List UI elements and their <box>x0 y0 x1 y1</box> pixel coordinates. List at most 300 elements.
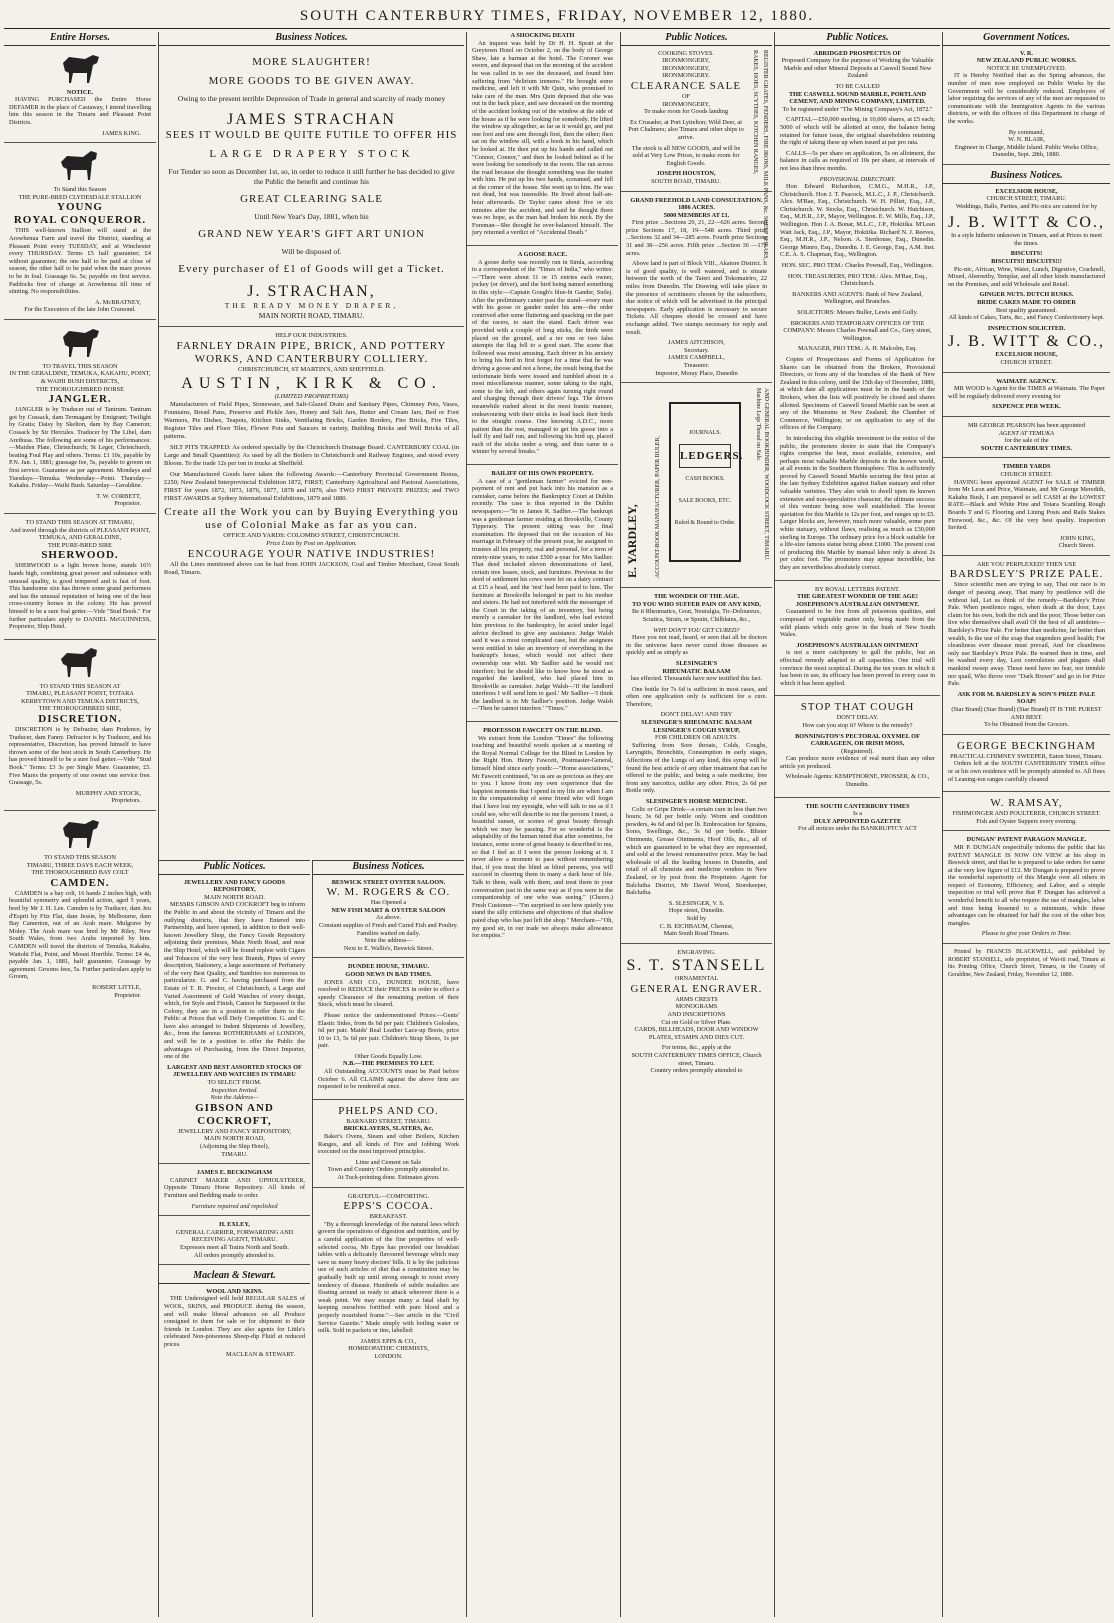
ad-text: DISCRETION is by Defractor, dam Prudence, by Traducer, dam Fanny. Defractor is by Traducer, and his representative, Discretion, has proved himself to have thrown some of the best stock in South Canterbury. He has proved himself to be a sure foal getter.—Vide "Stud Book." Terms: £3 3s per Single Mare. Guarantee, £5. Five Mares the property of one owner one service free. Grassage, 5s. <box>9 726 151 787</box>
ad-headline: ENCOURAGE YOUR NATIVE INDUSTRIES! <box>187 547 436 560</box>
ad-text: Weddings, Balls, Parties, and Pic-nics are catered for by <box>955 202 1098 210</box>
ad-headline: BONNINGTON'S PECTORAL OXYMEL OF CARRAGEEN, OR IRISH MOSS, <box>795 732 920 748</box>
ad-headline: 5000 MEMBERS AT £1. <box>663 211 730 219</box>
ad-address: TIMARU. <box>221 1150 248 1158</box>
ad-subtitle: ARE YOU PERPLEXED? THEN USE <box>976 560 1077 568</box>
ad-text: For terms, &c., apply at the <box>661 1044 732 1052</box>
ad-title: GRAND FREEHOLD LAND CONSULTATION. <box>630 196 763 204</box>
article-goose-race <box>467 251 618 465</box>
ad-text: BROKERS AND TEMPORARY OFFICES OF THE COMPANY: Messrs Charles Pownall and Co., Grey street, Wellington. <box>783 319 932 342</box>
ad-headline: LARGE DRAPERY STOCK <box>209 147 414 160</box>
ad-subtitle: IN THE GERALDINE, TEMUKA, KAKAHU, POINT, & WAIHI BUSH DISTRICTS, <box>9 370 151 386</box>
ad-signature: MACLEAN & STEWART. <box>226 1351 295 1359</box>
ad-address: CHURCH STREET, TIMARU. <box>986 195 1067 203</box>
ad-subtitle: PRACTICAL CHIMNEY SWEEPER, Eaton Street, Timaru. <box>950 752 1103 760</box>
ad-text: MR WOOD is Agent for the TIMES at Waimate. The Paper will be regularly delivered every evening for <box>948 385 1105 400</box>
ad-address: MAIN NORTH ROAD, TIMARU. <box>258 310 365 320</box>
ad-text: SILT PITS TRAPPED: As ordered specially by the Christchurch Drainage Board. CANTERBURY COAL (in Large and Small Quantities): As used by all the Boilers in Christchurch and Railway Engines, and stood every Bloom. To the trade 12s per ton in trucks at Sheffield. <box>164 443 459 467</box>
ad-text: Town and Country Orders promptly attended to. <box>327 1166 450 1174</box>
section-head: Business Notices. <box>159 32 464 46</box>
ad-address: LONDON. <box>374 1352 403 1360</box>
ad-epps-cocoa <box>313 1193 464 1366</box>
ad-address: Church Street. <box>1058 542 1095 550</box>
ad-signature: A. McBRATNEY, <box>95 298 141 306</box>
ad-subtitle: TO STAND THIS SEASON AT TIMARU, <box>25 518 135 526</box>
ad-subtitle: TO STAND THIS SEASON AT <box>39 682 121 690</box>
ad-title: H. EXLEY, <box>219 1221 250 1229</box>
ad-headline: JOSEPHSON'S AUSTRALIAN OINTMENT <box>796 641 919 649</box>
ad-title: JAMES STRACHAN <box>227 110 396 128</box>
ad-headline: NEW FISH MART & OYSTER SALOON <box>331 906 446 914</box>
ad-text: Expresses meet all Trains North and South. <box>180 1243 289 1251</box>
article-text: An inquest was held by Dr H. H. Spratt at the Greytown Hotel on October 2, on the body of George Shaw, late a barman at the hotel. The Coroner was sworn, and deposed that on the morning of the accident he was called in to see the deceased, and found him suffering from "delirium tremens." He brought some medicine, and left it with Mr Quin, who promised to take care of the man. Mrs Quin deposed that she was out in the back place, and saw deceased on the morning of the accident looking out of the window at the side of the house as if he were looking for somebody. He lifted the window up altogether, as far as it would go, and put one foot and one arm through first, then the other; then sat on the window sill, with a book in his hand, which he looked at. He then put up his hands and called out "Connor, Connor," and then he looked behind as if he were looking for somebody in the room. She ran across the road because she thought something was the matter with him. He put up his two hands, screamed, and fell at the corner of the house. She went up to him. He was not dead, but was insensible. He lived about half-an-hour afterwards. Dr Taylor came about five or six minutes after the accident, and said he thought there was no hope, as the man had broken his neck. By the Foreman—She thought he over-balanced himself. The jury returned a verdict of "Accidental Death." <box>472 39 613 237</box>
ad-exley <box>159 1221 310 1265</box>
ad-title: THE WONDER OF THE AGE. <box>653 593 740 601</box>
ad-signature: JOSEPH HOUSTON, <box>656 170 716 178</box>
ad-headline: GREAT CLEARING SALE <box>240 192 383 205</box>
ad-subtitle: THE PURE-BRED SIRE <box>47 541 113 549</box>
ad-witt <box>943 188 1110 373</box>
ad-text: Colic or Gripe Drink—a certain cure in less than two hours; 3s 6d per bottle only. Worm and condition powders, 4s 6d and 6d per lb. Embrocation for Sprains, Sores, Swellings, &c., 3s 6d per bottle. Blister Ointments, Grease Ointments, Hoof Oils, &c., all of which are guaranteed to be what they are represented, and sold at the lowest remunerative price. May be had wholesale of all the leading houses in Dunedin, and retail of all chemists and medicine vendors in New Zealand, or by post from the Proprietor. Agent for Balclutha District, Mr David Wood, Storekeeper, Balclutha. <box>626 805 767 897</box>
ad-title: J. STRACHAN, <box>247 282 376 300</box>
ad-subtitle: HELP OUR INDUSTRIES. <box>275 331 348 339</box>
ad-signature-note: Proprietor. <box>114 991 141 999</box>
ad-signature-note: Engineer in Charge, Middle Island. Public Works Office, Dunedin, Sept. 28th, 1880. <box>954 143 1099 159</box>
ad-signature-note: Secretary. <box>684 346 709 354</box>
ad-text: Can produce more evidence of real merit than any other article yet produced. <box>780 755 935 770</box>
column-entire-horses <box>4 32 156 1617</box>
ad-text: IT is Hereby Notified that as the Spring advances, the number of men now employed on Public Works by the Government will be considerably reduced. Employers of labor requiring the services of any of the men are requested to communicate with the Immigration Agents in the various districts, or with the officers of this Department in charge of the works. <box>948 72 1105 125</box>
ad-rogers <box>313 879 464 959</box>
ad-signature-note: Proprietors. <box>111 797 141 805</box>
ad-address: SOUTH ROAD, TIMARU. <box>651 177 721 185</box>
ad-address: MAIN NORTH ROAD. <box>204 893 265 901</box>
ad-signature: JAMES AITCHISON, <box>668 339 725 347</box>
ad-title: DUNGAN' PATENT PARAGON MANGLE. <box>966 836 1087 844</box>
ad-title: W. RAMSAY, <box>990 797 1063 810</box>
ad-headline: Create all the Work you can by Buying Everything you use of Colonial Make as far as you can. <box>164 505 459 531</box>
ad-slesinger <box>621 593 772 944</box>
masthead: SOUTH CANTERBURY TIMES, FRIDAY, NOVEMBER 12, 1880. <box>299 8 815 24</box>
ad-pearson <box>943 422 1110 458</box>
column-government-notices <box>942 32 1110 1617</box>
ad-headline: LARGEST AND BEST ASSORTED STOCKS OF JEWELLERY AND WATCHES IN TIMARU <box>167 1063 302 1079</box>
ad-title: GIBSON AND COCKROFT, <box>195 1101 274 1127</box>
ad-title: EPPS'S COCOA. <box>343 1200 434 1213</box>
ad-text: MANAGER, PRO TEM.: A. H. Malcolm, Esq. <box>798 345 917 353</box>
article-text: We extract from the London "Times" the following touching and beautiful words spoken at a meeting of the Royal Normal College for the Blind in London by the Right Hon. Henry Fawcett, Postmaster-General, himself blind since early youth:—"Home associations," Mr Fawcett continued, "to us are as precious as they are to you. I know from my own experience that the happiest moments that I spend in my life are when I am in the companionship of some friend who will forget that I have lost my eyesight, who will talk to me as if I could see, who will describe to me the persons I meet, a beautiful sunset, or scenes of great beauty through which we may be passing. For so wonderful is the adaptability of the human mind that after sometime, for instance, some scene of great beauty is described to me, so that I feel as if I were the person looking at it. I never allow a moment to pass without remembering that, if you treat the blind as blind persons, you will succeed in cheering them in many a dark hour of life. Talk to them, walk with them, and treat them in your conversation just in the same way as if you were in the companionship of one who was seeing." (Cheers.) Fresh Customer—"I'm surprised to see how quietly you stand the silly criticisms and objections of that shallow pated chap who has just left the shop." Merchant—"Oh, my good sir, in our trade we always make allowance for empties." <box>472 734 613 940</box>
ledger-label: CASH BOOKS. <box>685 476 725 483</box>
horse-icon <box>55 148 105 182</box>
ledger-label: SALE BOOKS, ETC. <box>678 498 732 505</box>
ad-text: Lime and Cement on Sale <box>355 1158 422 1166</box>
ad-text: All Outstanding ACCOUNTS must be Paid before October 6. All CLAIMS against the above firm are requested to be rendered at once. <box>318 1068 459 1091</box>
article-title: A SHOCKING DEATH <box>510 32 575 39</box>
ad-signature-note: Proprietor. <box>114 500 141 508</box>
ad-headline: Every purchaser of £1 of Goods will get a Ticket. <box>178 262 445 275</box>
section-head: Public Notices. <box>775 32 940 46</box>
ad-headline: IRONMONGERY, <box>662 57 710 65</box>
ad-text: The stock is all NEW GOODS, and will be sold at Very Low Prices, to make room for English Goods. <box>631 144 741 167</box>
ad-text: At Tuck-pointing done. Estimates given. <box>337 1174 440 1181</box>
ad-title: NOTICE. <box>66 88 94 96</box>
ad-austin-kirk <box>159 332 464 585</box>
ad-text: Guaranteed to be free from all poisonous qualities, and composed of vegetable matter only, being made from the wild plants which only grow in the bush of New South Wales. <box>780 608 935 639</box>
ad-headline: SLESINGER'S HORSE MEDICINE. <box>646 798 747 805</box>
ad-text: CAMDEN is a bay colt, 16 hands 2 inches high, with beautiful symmetry and splendid action, aged 5 years, bred by Mr J. H. Lee. Camden is by Traducer, dam Jeu d'Esprit by Fitz Flat, dam Jessie, by Melbourne, dam Bay Camerton, out of an Arab mare. Mulgrave by Moley. The Arab mare was bred by Mr Riley, New South Wales, from two Arabs imported by him. CAMDEN will travel the districts of Temuka, Kakahu, Waitohi Flat, Point, and Mount Horrible. Terms: £4 4s, payable Jan. 1, 1881, half guarantee. Grassage by agreement. Grooms fees, 5s. Further particulars apply to Groom, <box>9 889 151 981</box>
ad-address: Main South Road Timaru. <box>663 930 730 938</box>
ad-address: SOUTH CANTERBURY TIMES OFFICE, Church street, Timaru. <box>631 1052 762 1067</box>
ad-text: Ex Crusader, at Port Lyttelton; Wild Deer, at Port Chalmers; also Timaru and other ships to arrive. <box>628 118 744 141</box>
ad-subtitle: BRICKLAYERS, SLATERS, &c. <box>343 1125 434 1133</box>
ad-text: Hon Edward Richardson, C.M.G., M.H.R., J.P., Christchurch. Hon J. T. Peacock, M.L.C., J. P., Christchurch. Alex. M'Rae, Esq., Christchurch. W. H. Pilliet, Esq., J.P., Christchurch. W. Stocks, Esq., Christchurch. W. Hutchison, Esq., M.H.R., J.P., Mayor, Wellington. E. W. Mills, Esq., J.P., Wellington. Hon J. A. Bonar, M.L.C., J.P., Hokitika. M'Lean Watt Jack, Esq., J.P., Mayor, Hokitika. Richard N. J. Reeves, Esq., M.H.R., J.P., Nelson. A. Stenhouse, Esq., Dunedin. George Munro, Esq., Dunedin. J. E. George, Esq., A.M. Inst. C.E. A. S. Chapman, Esq., Wellington. <box>780 183 935 259</box>
ad-text: AND INSCRIPTIONS <box>667 1011 726 1019</box>
ad-text: (Star Brand) (Star Brand) (Star Brand) IT IS THE PUREST AND BEST. <box>951 705 1102 721</box>
ad-subtitle: THE THOROUGHBRED BAY COLT <box>31 869 129 877</box>
ad-title: ABRIDGED PROSPECTUS OF <box>813 49 902 57</box>
ad-timber-yards <box>943 463 1110 556</box>
ad-address: Next to E. Wallis's, Beswick Street. <box>343 944 434 952</box>
ad-text: By command, <box>1008 128 1045 136</box>
ad-headline: S. T. STANSELL <box>626 957 767 975</box>
ad-text: Orders left at the SOUTH CANTERBURY TIMES office or at his own residence will be promptly attended to. All fines of Leaning-ton ranges carefully cleaned <box>948 760 1105 783</box>
ad-address: OFFICE AND YARDS: COLOMBO STREET, CHRISTCHURCH. <box>223 531 400 539</box>
ad-title: THE SOUTH CANTERBURY TIMES <box>805 802 910 810</box>
ad-subtitle: JEWELLERY AND FANCY REPOSITORY, <box>177 1127 292 1135</box>
ad-text: Owing to the present terrible Depression of Trade in general and scarcity of ready money <box>177 93 446 103</box>
imprint <box>943 949 1110 987</box>
ad-headline: LESINGER'S COUGH SYRUP, <box>653 726 740 734</box>
ad-public-works <box>943 50 1110 165</box>
section-head: Public Notices. <box>621 32 772 46</box>
ad-text: As above. <box>375 914 402 922</box>
ad-camden <box>4 816 156 1004</box>
ad-subtitle: FOR CHILDREN OR ADULTS. <box>654 734 739 742</box>
ad-text: Wholesale Agents: KEMPTHORNE, PROSSER, & CO., Dunedin. <box>785 773 930 789</box>
ad-headline: NOTICE RE UNEMPLOYED. <box>986 64 1067 72</box>
ad-title: EXCELSIOR HOUSE, <box>995 187 1058 195</box>
ad-text: HAVING been appointed AGENT for SALE of TIMBER from Mr Leon and Price, Waimate, and Mr George Meredith, Kakahu Bush, I am prepared to sell CASH at the LOWEST RATE—Black and White Pine and Totara Scantling Rough Boards T and G Flooring and Lining Posts and Rails Stakes Firewood, &c., &c. Of the very best quality. Inspection Invited. <box>948 478 1105 532</box>
ad-title: JANGLER. <box>48 393 112 406</box>
ad-text: BANKERS AND AGENTS: Bank of New Zealand, Wellington, and Branches. <box>792 290 923 306</box>
ad-text: Copies of Prospectuses and Forms of Application for Shares can be obtained from the Brokers, Provisional Directors, or from any of the branches of the Bank of New Zealand in this colony, until the 15th day of December, 1880, at which date all applications must be in the hands of the Brokers, when the lists will positively be closed and shares allotted. Specimens of Caswell Sound Marble can be seen at any of the Museums in New Zealand; the Chamber of Commerce, Wellington; or on application to any of the officers of the Company. <box>780 355 935 432</box>
ad-notice-king <box>4 51 156 144</box>
ad-title: WOOL AND SKINS. <box>206 1287 263 1295</box>
ad-headline: J. B. WITT & CO., <box>948 214 1105 232</box>
ad-text: For Tender so soon as December 1st, so, in order to reduce it still further he has decided to give the Public the benefit and continue his <box>168 166 455 186</box>
ad-subtitle: ORNAMENTAL <box>674 975 719 983</box>
horse-icon <box>55 816 105 850</box>
ad-text: Above land is part of Block VIII., Akatore District. It is of good quality, is well watered, and is situate between the north of the Taieri and Tokomairiro, 22 miles from Dunedin. The Drawing will take place in the presence of scrutineers chosen by the subscribers, due notice of which will be advertised in the principal newspapers. Early application is necessary to secure Tickets. All cheques should be crossed and have exchange added. Two stamps necessary for reply and result. <box>626 260 767 336</box>
ad-headline: BISCUITS! <box>1010 250 1043 258</box>
ad-text: CABINET MAKER AND UPHOLSTERER, Opposite Timaru Horse Repository. All kinds of Furniture and Bedding made to order. <box>164 1176 305 1199</box>
ad-signature: ROBERT LITTLE, <box>92 983 141 991</box>
ad-dungan <box>943 836 1110 944</box>
section-head: Entire Horses. <box>4 32 156 46</box>
column-public-notices-b <box>620 32 772 1617</box>
ad-headline: THE GREATEST WONDER OF THE AGE! <box>797 593 918 601</box>
ad-ramsay <box>943 797 1110 831</box>
ad-title: AUSTIN, KIRK & CO. <box>181 374 442 392</box>
ad-text: Pic-nic, African, Wine, Water, Lunch, Digestive, Cracknell, Mixed, Abernethy, Templar, and all other kinds manufactured on the Premises, and sold Wholesale and Retail. <box>948 265 1105 288</box>
ad-text: CARDS, BILLHEADS, DOOR AND WINDOW PLATES, STAMPS AND DIES CUT. <box>634 1026 759 1041</box>
ad-signature: JOHN KING, <box>1060 534 1095 542</box>
ad-headline: TO YOU WHO SUFFER PAIN OF ANY KIND, <box>632 600 761 608</box>
article-shocking-death <box>467 32 618 246</box>
ad-text: TO SELECT FROM. <box>207 1079 262 1087</box>
ad-signature-note: For the Executors of the late John Cramond. <box>24 306 136 314</box>
ledger-label: Ruled & Bound to Order. <box>674 520 736 527</box>
ad-title: EXCELSIOR HOUSE, <box>995 351 1058 359</box>
ad-text: WHY DON'T YOU GET CURED? <box>653 626 740 634</box>
ad-signature: S. SLESINGER, V. S. <box>668 899 725 907</box>
ad-headline: DULY APPOINTED GAZETTE <box>813 817 902 825</box>
ad-title: DISCRETION. <box>38 713 122 726</box>
ad-headline: BRIDE CAKES MADE TO ORDER <box>977 299 1076 307</box>
ad-title: JOSEPHSON'S AUSTRALIAN OINTMENT. <box>795 600 920 608</box>
ad-text: Families waited on daily. <box>356 929 421 937</box>
ad-subtitle: PROVISIONAL DIRECTORY. <box>819 175 896 183</box>
ad-beckingham <box>159 1169 310 1216</box>
ad-subtitle: ACCOUNT-BOOK MANUFACTURER, PAPER RULER, <box>655 436 661 579</box>
ad-subtitle: TIMARU, PLEASANT POINT, TOTARA KERRYTOWN AND TEMUKA DISTRICTS, <box>21 690 139 705</box>
ad-text: SEES IT WOULD BE QUITE FUTILE TO OFFER HIS <box>165 128 458 141</box>
ad-text: In a style hitherto unknown in Timaru, and at Prices to meet the times. <box>950 232 1103 247</box>
ad-text: Until New Year's Day, 1881, when his <box>254 211 369 221</box>
ad-strachan <box>159 50 464 327</box>
ad-subtitle: And travel through the districts of PLEASANT POINT, TEMUKA, AND GERALDINE, <box>9 526 151 542</box>
ad-signature: T. W. CORBETT, <box>96 492 141 500</box>
ad-signature: W. N. BLAIR, <box>1008 136 1045 144</box>
ad-subtitle: GRATEFUL—COMFORTING. <box>347 1192 430 1200</box>
ad-headline: IRONMONGERY, <box>662 64 710 72</box>
ad-headline: SIXPENCE PER WEEK. <box>992 403 1061 411</box>
ad-text: Constant supplies of Fresh and Cured Fish and Poultry. <box>319 921 458 929</box>
ad-headline: IRONMONGERY. <box>662 72 710 80</box>
ad-text: All kinds of Cakes, Tarts, &c., and Fancy Confectionery kept. <box>948 314 1105 322</box>
ad-text: Have you not read, heard, or seen that all be doctors in the universe have never cured those diseases as quickly and as simply as <box>626 634 767 657</box>
ad-gazette <box>775 803 940 838</box>
article-title: A GOOSE RACE. <box>517 251 568 259</box>
ad-bonnington <box>775 701 940 797</box>
ad-maclean-stewart <box>159 1288 310 1364</box>
ad-waimate-agency <box>943 378 1110 417</box>
ad-subtitle: (LIMITED PROPRIETORS) <box>274 392 349 400</box>
ad-title: GEORGE BECKINGHAM <box>957 739 1096 752</box>
ad-title: NEW ZEALAND PUBLIC WORKS. <box>976 57 1077 65</box>
ad-address: Hope street, Dunedin. <box>668 907 725 915</box>
ad-text: First prize ...Sections 20, 21, 22—626 acres. Second prize Sections 17, 18, 19—548 acres. Third prize ...Sections 32 and 34—285 acres. Fourth prize Sections 31 and 38—256 acres. Fifth prize ...Section 36 —171 acres. <box>626 219 767 257</box>
ad-headline: GOOD NEWS IN BAD TIMES. <box>345 970 432 978</box>
ad-text: Fish and Oyster Suppers every evening. <box>976 817 1077 825</box>
ad-george-beckingham <box>943 740 1110 792</box>
ad-text: To be Obtained from the Grocers. <box>984 721 1069 729</box>
ad-text: Baker's Ovens, Steam and other Boilers, Kitchen Ranges, and all kinds of Fire and Jobbing Work executed on the most improved principles. <box>318 1133 459 1156</box>
ad-text: CAPITAL—£50,000 sterling, in 10,000 shares, at £5 each; 5000 of which will be allotted at once, the balance being retained for future issue, the original shareholders retaining the right of taking these up when issued at par pro rata. <box>780 116 935 147</box>
ad-headline: IRONMONGERY, <box>662 100 710 108</box>
section-head: Government Notices. <box>943 32 1110 46</box>
column-public-notices-a <box>158 860 310 1617</box>
ad-text: All orders promptly attended to. <box>194 1251 275 1259</box>
ad-title: TIMBER YARDS <box>1002 463 1051 471</box>
ad-subtitle: THE READY MONEY DRAPER, <box>224 300 399 310</box>
article-title: PROFESSOR FAWCETT ON THE BLIND. <box>483 727 602 735</box>
ad-josephson <box>775 586 940 697</box>
ad-text: HAVING PURCHASED the Entire Horse DEFAMER in the place of Castaway, I intend travelling him this season in the Timaru and Pleasant Point Districts. <box>9 96 151 126</box>
section-head: Maclean & Stewart. <box>159 1270 310 1284</box>
ad-headline: MORE GOODS TO BE GIVEN AWAY. <box>208 74 415 87</box>
ad-text: SOLICITORS: Messrs Buller, Lewis and Gully. <box>797 309 918 316</box>
imprint-text: Printed by FRANCIS BLACKWELL, and published by ROBERT STANSELL, sole proprietor, of Wai-iti road, Timaru at his Printing Office, Church Street, Timaru, in the County of Geraldine, New Zealand, Friday, November 12, 1880. <box>948 949 1105 978</box>
ad-signature: MURPHY AND STOCK, <box>75 789 141 797</box>
article-bailiff <box>467 470 618 722</box>
ad-text: SHERWOOD is a light brown horse, stands 16½ hands high, combining great power and substance with unusual quality, is good tempered and is fast of foot. This handsome size has thrown some grand performers and has the unusual reputation of being one of the best cross-country horses in the colony. He has proved himself to be a sure foal getter.—Vide "Stud Book." For further particulars apply to DANIEL McGUINNESS, Proprietor, Ship Hotel. <box>9 562 151 631</box>
ad-headline: THE CASWELL SOUND MARBLE, PORTLAND CEMENT, AND MINING COMPANY, LIMITED. <box>788 90 927 106</box>
ad-subtitle: TIMARU, THREE DAYS EACH WEEK, <box>26 861 134 869</box>
ad-signature: JAMES KING. <box>102 129 141 137</box>
ad-headline: GRAND NEW YEAR'S GIFT ART UNION <box>198 227 425 240</box>
ad-subtitle: FISHMONGER AND POULTERER, CHURCH STREET. <box>952 810 1101 818</box>
ad-stansell-engraving <box>621 949 772 1080</box>
ad-headline: W. M. ROGERS & CO. <box>326 886 451 899</box>
ad-text: Is a <box>853 810 862 818</box>
ad-text: Sold by <box>686 914 707 922</box>
ad-subtitle: THE PURE-BRED CLYDESDALE STALLION <box>18 193 142 201</box>
ad-title: COOKING STOVES. <box>658 49 714 57</box>
ad-address: CHURCH STREET. <box>1000 359 1053 366</box>
ad-yardley <box>621 388 772 588</box>
ad-text: THE Undersigned will hold REGULAR SALES of WOOL, SKINS, and PRODUCE during the season, and will make liberal advances on all Produce consigned to them for sale or for shipment to their friends in London. They are also agents for Little's celebrated Non-poisonous Sheep-dip Fluid at reduced prices. <box>164 1295 305 1348</box>
ad-headline: CLEARANCE SALE <box>630 79 742 92</box>
ad-text: How can you stop it? Where is the remedy? <box>802 721 913 729</box>
ad-jangler <box>4 325 156 514</box>
ad-text: Furniture repaired and repolished <box>191 1202 278 1210</box>
ad-text: is not a mere catchpenny to gull the public, but an effectual remedy adapted to all capacities. One trial will convince the most sceptical. During the ten years in which it has been in use, its efficacy has been proved in every case in which it has been applied. <box>780 649 935 687</box>
ad-headline: RHEUMATIC BALSAM <box>662 667 731 675</box>
ad-subtitle: TO TRAVEL THIS SEASON <box>42 362 118 370</box>
ad-text: HON. TREASURERS, PRO TEM.: Alex. M'Rae, Esq., Christchurch. <box>787 272 928 288</box>
ad-headline: ASK FOR M. BARDSLEY & SON'S PRIZE PALE SOAP! <box>957 690 1096 706</box>
ad-text: JONES AND CO., DUNDEE HOUSE, have resolved to REDUCE their PRICES in order to effect a speedy Clearance of the remaining portion of their Stock, which must be cleared. <box>318 978 459 1009</box>
ad-caswell-sound <box>775 50 940 581</box>
ad-bardsley <box>943 561 1110 735</box>
ad-text: Has Opened a <box>370 899 407 907</box>
ad-young-royal-conqueror <box>4 148 156 320</box>
ad-text: Inspection Invited. <box>211 1086 258 1094</box>
ad-text: THIS well-known Stallion will stand at the Arowhenua Farm and travel the District, standing at Pleasant Point every TUESDAY, and at Winchester every THURSDAY. Terms £5 half guarantee; £4 without guarantee; the one half to be paid at close of season, the other half to be paid when the mare proves to be in foal. Grassage 6s. 5s; payable on first service. Paddocks free of charge at Arowhenua till time of stinting. No responsibilities. <box>9 227 151 296</box>
ad-text: HON. SEC. PRO TEM.: Charles Pownall, Esq., Wellington. <box>781 262 934 270</box>
column-business-notices-b <box>312 860 464 1617</box>
ad-title: PHELPS AND CO. <box>338 1104 439 1117</box>
ad-text: for the sale of the <box>1004 437 1049 445</box>
ad-text: Other Goods Equally Low. <box>354 1052 423 1060</box>
ad-title: JAMES E. BECKINGHAM <box>196 1169 273 1177</box>
ad-subtitle: BY ROYAL LETTERS PATENT. <box>815 585 900 593</box>
ad-text: Suffering from Sore throats, Colds, Coughs, Laryngitis, Bronchitis, Consumption in early stages, Affections of the Lungs of any kind, this syrup will be found the best article of any other treatment that can be offered to the public, and being a safe medicine, free from any narcotics, unlike any other. Price, 2s 6d per Bottle only. <box>626 741 767 795</box>
ad-text: Our Manufactured Goods have taken the following Awards:—Canterbury Provincial Government Bonus, £250; New Zealand Interprovincial Exhibition 1872, FIRST; Canterbury Agricultural and Pastoral Associations, FIRST for years 1872, 1873, 1876, 1877, 1878 and 1879, also TWO FIRST PRIVATE PRIZES; and TWO FIRST AWARDS at Sydney International Exhibitions, 1879 and 1880. <box>164 470 459 502</box>
horse-icon <box>55 645 105 679</box>
ad-headline: GINGER NUTS. DUTCH RUSKS. <box>979 291 1074 299</box>
ad-title: ENGRAVING. <box>677 948 716 956</box>
ad-subtitle: BREAKFAST. <box>369 1213 408 1221</box>
ad-headline: INSPECTION SOLICITED. <box>987 324 1066 332</box>
ad-side-strip: AND GENERAL BOOKBINDER, WOODCOCK STREET, TIMARU. Machine Legs Thread on Sale. <box>755 388 769 561</box>
ad-text: All the Lines mentioned above can be had from JOHN JACKSON, Coal and Timber Merchant, Great South Road, Timaru. <box>164 560 459 576</box>
ad-title: SOUTH CANTERBURY TIMES. <box>981 444 1072 452</box>
ad-text: MONOGRAMS <box>675 1003 718 1011</box>
ad-text: CALLS—5s per share on application, 5s on allotment, the balance in calls as required of 10s per share, at intervals of not less than three months. <box>780 149 935 172</box>
ad-text: For all notices under the BANKRUPTCY ACT <box>797 825 918 833</box>
ad-text: (Registered). <box>841 747 874 755</box>
section-head: Public Notices. <box>159 861 310 875</box>
ad-text: Please notice the undermentioned Prices:—Gents' Elastic Sides, from 8s 6d per pair. Children's Goloshes, 6d per pair. Maids' Real Leather Lace-up Boots, price 10 to 13, 5s 6d per pair. Children's Strap Shoes, 1s per pair. <box>318 1011 459 1050</box>
ad-text: One bottle for 7s 6d is sufficient in most cases, and often one application only is sufficient for a cure. Therefore, <box>626 685 767 708</box>
ad-headline: BISCUITS!! BISCUITS!!! <box>991 258 1062 266</box>
ad-text: In introducing this eligible investment to the notice of the public, the promoters desire to state that the Company's rights comprise the best, most available, extensive, and perhaps most valuable Marble deposits in the known world, at all events in the Southern Hemisphere. This is sufficiently proved by Caswell Sound Marble securing the first prize at the late Sydney Exhibition against Italian statuary and other valuable varieties. They also wish to dwell upon its known extensive and non-speculative character, the ultimate success of this venture being now well established. The lowest quotation for this Marble is 12s per foot, and ranges up to £5. Larger blocks are, however, much more valuable, some pure white statuary, without flaws, realising as much as £30,000 sterling in Europe. The ordinary price for a block suitable for a life-size famous statue being about £1000. The present cost of producing this Marble by manual labor only is about 2s per cubic foot. The promoters may appear incredible, but they are nevertheless absolutely correct. <box>780 434 935 571</box>
ad-text: Please to give your Orders in Time. <box>981 930 1072 938</box>
ad-text: DON'T DELAY! AND TRY <box>660 711 733 719</box>
ad-text: ARMS CRESTS <box>675 995 718 1003</box>
ad-phelps <box>313 1105 464 1188</box>
ad-title: SHERWOOD. <box>41 549 119 562</box>
horse-icon <box>55 51 105 85</box>
ad-text: Note the Address— <box>210 1094 259 1102</box>
ad-text: Price Lists by Post on Application. <box>266 539 357 547</box>
ad-side-strip: REGISTER GRATES, FENDERS, FIRE IRONS, MILK PANS, &c. SHEEP SHEARS, RAKES, HOES, SCYTHES, KITCHEN RANGES, <box>752 49 768 260</box>
section-head: Business Notices. <box>943 170 1110 184</box>
ad-text: Since scientific men are trying to say, That our race is in danger of passing away, That many by pestilence will die without fail, Let us think of the remedy—Bardsley's Prize Pale. When pestilence rages, when death at the door, Lays claim for his own, both the rich and the poor, Those better can live who themselves shall avail Of the best of all antidotes—Bardsley's Prize Pale. For better than medicine, far better than wealth, Is the use of the soap that engenders good health; For cleanliness ever disease must prevail, And for cleanliness only use Bardsley's Prize Pale. Be warned then in time, and be washed every day, Lest convulsions and plagues shall mankind sweep away. Those need have no fear, nor tremble nor quail, Who throw over "Dark Brown" and go in for Prize Pale. <box>948 581 1105 688</box>
ad-gibson-cockroft <box>159 879 310 1165</box>
ad-headline: SLESINGER'S <box>675 659 718 667</box>
ad-signature: C. B. EICHBAUM, Chemist, <box>659 922 734 930</box>
horse-icon <box>55 325 105 359</box>
ad-title: BARDSLEY'S PRIZE PALE. <box>949 568 1104 581</box>
ad-sherwood <box>4 519 156 640</box>
section-head: Business Notices. <box>313 861 464 875</box>
ledger-label: LEDGERS. <box>679 444 731 468</box>
ad-text: OF <box>681 92 691 100</box>
ad-subtitle: V. R. <box>1019 49 1033 57</box>
ad-address: (Adjoining the Ship Hotel), <box>199 1143 270 1150</box>
ad-title: BESWICK STREET OYSTER SALOON. <box>331 878 446 886</box>
ad-title: CAMDEN. <box>50 876 110 889</box>
ad-text: MESSRS GIBSON AND COCKROFT beg to inform the Public in and about the vicinity of Timaru and the outlying districts, that they have Entered into Partnership, and have opened, in addition to their well-known Jewellery Shop, the Fancy Goods Repository adjoining their premises, Main North Road, and near the Ship Hotel, which will be found replete with Cigars and Tobaccos of the very best Brands, Pipes of every description, Stationery, a large assortment of Perfumery of the very Best Quality, and Sundries too numerous to particularize. G. and C. having purchased from the Estate of T. R. Proctor, of Christchurch, a Large and Varied Assortment of Gold Watches of every design, which, for Style and Finish, Cannot be Surpassed in the Colony, they are in a position to offer them to the Public at Prices that will Defy Competition. G. and C. have also arranged to Indent Shipments of Jewellery, &c., from the famous ROTHERHAMS of LONDON, and will be in a position to offer the Public the advantages of Purchasing, from the Direct Importer, one of the <box>164 901 305 1061</box>
ad-text: Note the address— <box>364 937 413 945</box>
ad-subtitle: THE THOROUGHBRED SIRE, <box>38 705 122 713</box>
ad-dundee-house <box>313 963 464 1100</box>
ad-text: MR P. DUNGAN respectfully informs the public that his PATENT MANGLE IS NOW ON VIEW at his shop in Beswick street, and that he is prepared to take orders for same at the very low figure of £12. Mr Dungan is prepared to prove the wonderful superiority of this Mangle over all others in respect of Economy, Efficiency, and Labor, and a simple inspection or trial will prove that P. Dungan has achieved a wonderful benefit to all who require the use of mangles, labor and time being lessened to a minimum, while these advantages can be obtained for half the cost of the other box mangles. <box>948 843 1105 927</box>
ad-text: To be registered under "The Mining Company's Act, 1872." <box>782 105 933 113</box>
ad-headline: MORE SLAUGHTER! <box>252 55 371 68</box>
ledger-label: JOURNALS. <box>688 430 722 437</box>
article-fawcett <box>467 727 618 948</box>
ad-title: ROYAL CONQUEROR. <box>13 214 147 227</box>
ad-title: YOUNG <box>57 201 103 214</box>
column-public-notices-c <box>774 32 940 1617</box>
ad-text: MR GEORGE PEARSON has been appointed <box>967 421 1085 429</box>
ad-address: Impostor, Moray Place, Dunedin <box>655 369 738 377</box>
ad-text: JANGLER is by Traducer out of Tantrum. Tantrum got by Cossack, dam Termagant by Emigrant; Twilight by Gratis; Daisy by Skelton, dam by Bay Cameron; Cossack by Sir Hercules. Traducer by The Libel, dam Arethusa. The following are some of his performances:—Maiden Plate, Christchurch; St Leger, Christchurch, beating Foul Play and others. Terms: £1 10s, payable by P.N. Jan. 1, 1881; grassage fee, 5s, payable to groom on first service. Guarantee as per agreement. Mondays and Tuesdays—Temuka. Wednesday—Point. Thursday—Kakahu. Friday—Waihi Bush. Saturday—Geraldine. <box>9 406 151 490</box>
ad-text: Country orders promptly attended to <box>650 1067 743 1075</box>
article-text: A goose derby was recently run in Simla, according to a correspondent of the "Times of India," who writes:—"There were about 11 or 15 entries each owner, jockey (or driver), and the bird being named something in this style:—Captain Gough's blue-bi Gander, Sutlej. After the preliminary canter past the stand—every man with his goose or gander under his arm—the order contrived after some fluttering and quacking on the part of the racers, to start the stand. Each driver was provided with a couple of long sticks, the birds were placed on the ground, and a ter one or two false attempts the flag fell to a good start. The scene that followed was most amusing. Each driver in his anxiety to bring his bird in first forgot for a time that he was driving a goose and not a horse, the result being that the unfortunate birds were tossed and tumbled about in a most miscellaneous manner, some taking to the right, some to the left, and others again turning right round and charging through their drivers' legs. The drivers meanwhile rushed about in the most frantic manner, endeavouring with their sticks to lead back their birds to the straight course. One knowing A.D.C., more patient than the rest, managed to get his goose into a half fly and half run, and following his bird up, placed each of the sticks under a wing, and thus came in a winner by several breaks." <box>472 258 613 456</box>
ad-text: Be it Rheumatics, Gout, Neuralgia, Tic-Doloureux, Sciatica, Strain, or Sprain, Chilblains, &c., <box>632 608 761 623</box>
ad-text: Will be disposed of. <box>281 246 342 256</box>
ad-headline: N.B.—THE PREMISES TO LET. <box>343 1060 434 1068</box>
ad-subtitle: THE THOROUGHBRED HORSE <box>35 385 125 393</box>
ad-headline: J. B. WITT & CO., <box>948 333 1105 351</box>
ad-subtitle: To Stand this Season <box>53 186 107 194</box>
ad-subtitle: GENERAL CARRIER, FORWARDING AND RECEIVING AGENT, TIMARU. <box>175 1228 294 1244</box>
